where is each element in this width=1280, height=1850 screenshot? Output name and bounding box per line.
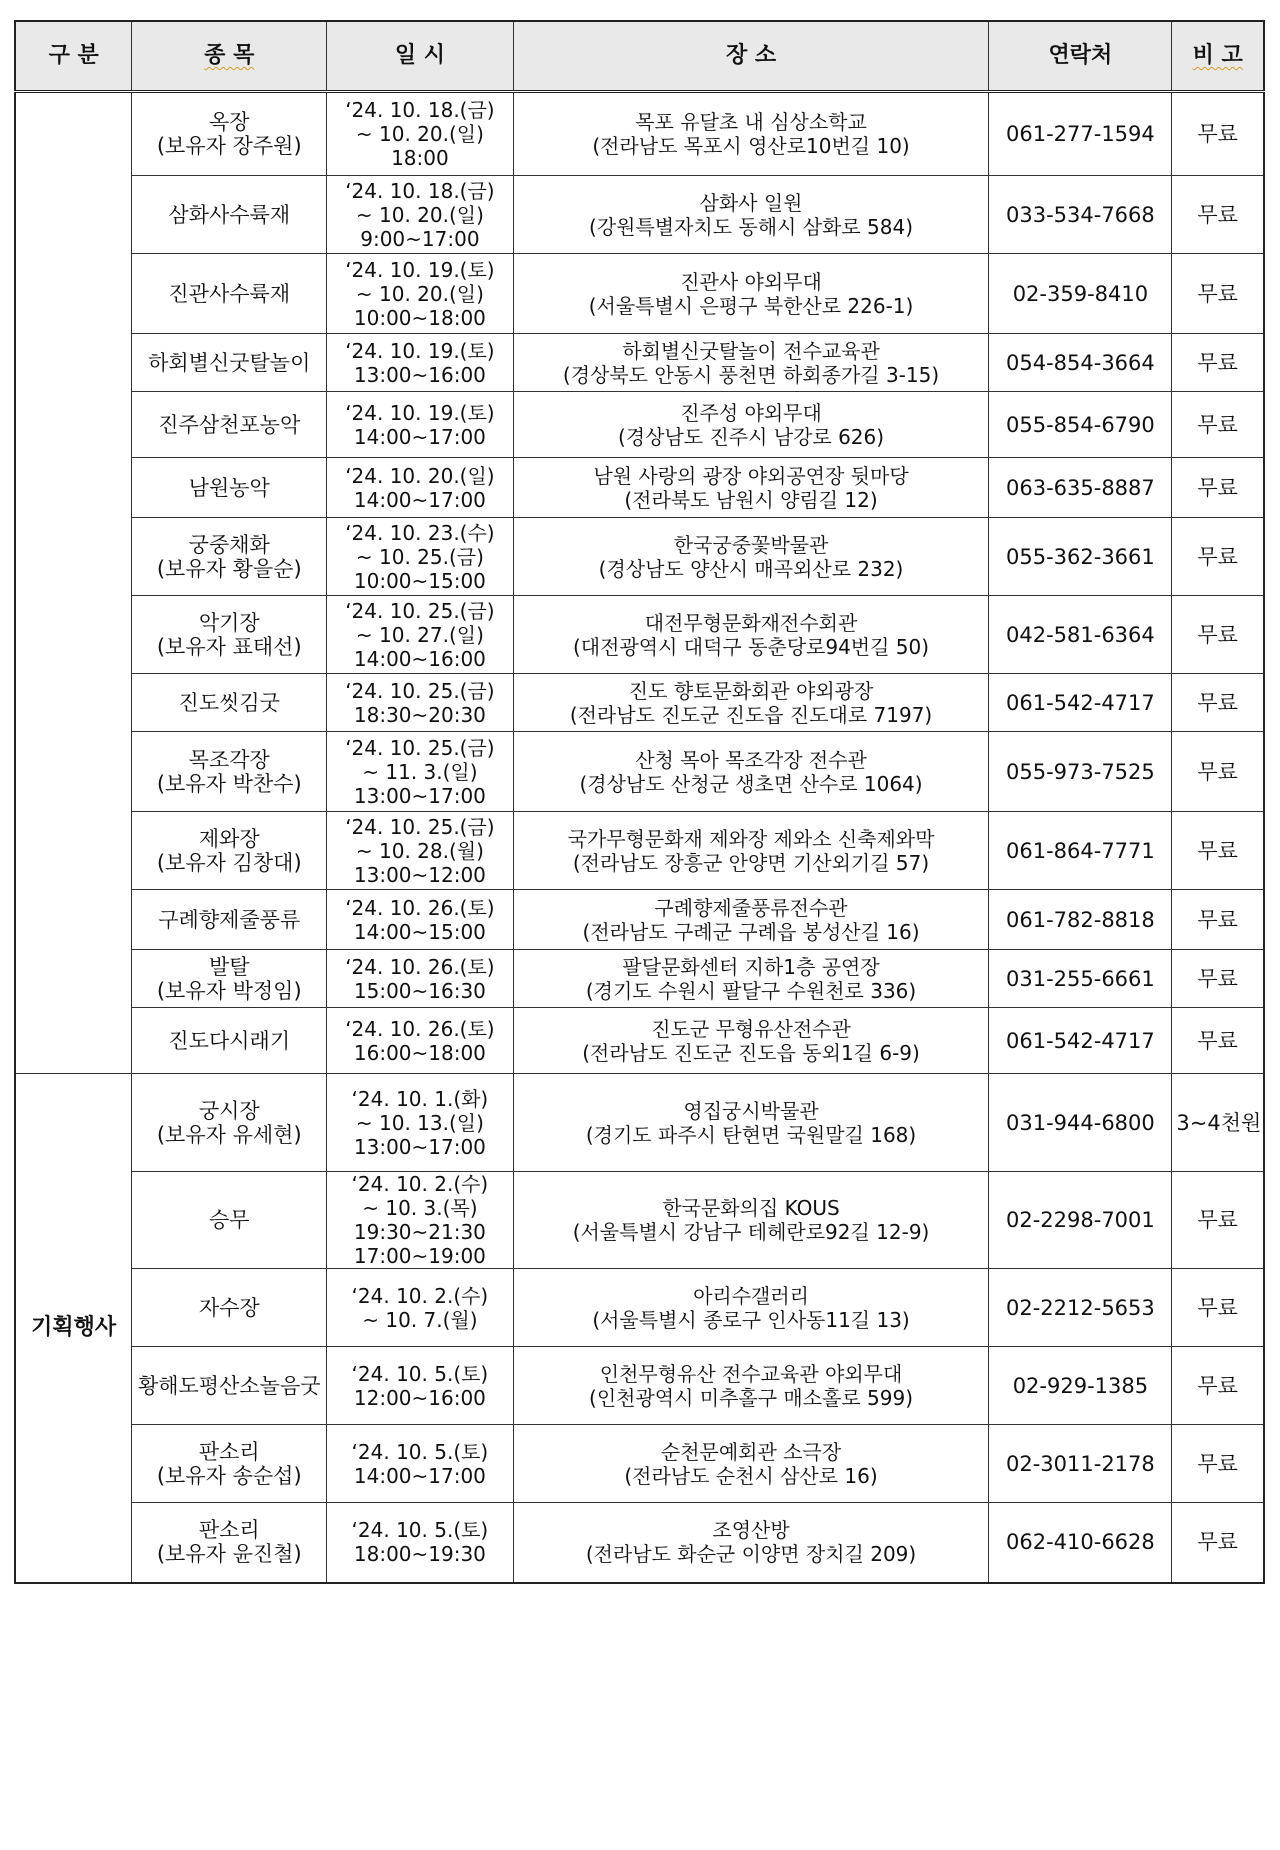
event-cell-line: (보유자 장주원) xyxy=(156,134,302,158)
event-cell-line: 목조각장 xyxy=(188,747,270,772)
datetime-cell-line: 10:00~18:00 xyxy=(353,305,486,330)
venue-cell xyxy=(513,1425,989,1503)
venue-cell xyxy=(513,596,989,674)
event-cell-line: 진도씻김굿 xyxy=(178,690,280,715)
event-cell-line: 자수장 xyxy=(198,1295,260,1320)
contact-cell: 031-255-6661 xyxy=(989,950,1172,1008)
event-cell-line: (보유자 유세현) xyxy=(156,1122,302,1147)
event-cell xyxy=(132,254,327,334)
table-row xyxy=(15,732,1264,812)
venue-cell-line: 진관사 야외무대 xyxy=(680,269,822,294)
note-cell: 무료 xyxy=(1172,92,1264,176)
event-cell xyxy=(132,812,327,890)
datetime-cell xyxy=(327,1008,514,1074)
datetime-cell-line: 19:30~21:30 xyxy=(353,1220,486,1244)
header-datetime: 일 시 xyxy=(327,21,514,92)
event-cell-line: 옥장 xyxy=(208,110,250,134)
datetime-cell xyxy=(327,392,514,458)
event-cell-line: 승무 xyxy=(208,1208,250,1232)
venue-cell xyxy=(513,950,989,1008)
venue-cell-line: (서울특별시 은평구 북한산로 226-1) xyxy=(588,293,914,318)
note-cell: 무료 xyxy=(1172,890,1264,950)
event-cell xyxy=(132,674,327,732)
venue-cell xyxy=(513,458,989,518)
header-event xyxy=(132,21,327,92)
contact-cell: 02-2212-5653 xyxy=(989,1269,1172,1347)
datetime-cell-line: ‘24. 10. 19.(토) xyxy=(345,257,495,282)
datetime-cell-line: ‘24. 10. 26.(토) xyxy=(345,1016,495,1041)
header-contact: 연락처 xyxy=(989,21,1172,92)
event-cell xyxy=(132,1425,327,1503)
table-row xyxy=(15,458,1264,518)
table-row xyxy=(15,1503,1264,1583)
datetime-cell-line: 13:00~12:00 xyxy=(353,862,486,887)
venue-cell-line: 삼화사 일원 xyxy=(699,190,803,215)
datetime-cell xyxy=(327,1347,514,1425)
event-cell xyxy=(132,890,327,950)
header-row xyxy=(15,21,1264,92)
event-cell-line: 진도다시래기 xyxy=(168,1028,291,1053)
datetime-cell-line: 18:00 xyxy=(391,146,449,170)
event-cell xyxy=(132,458,327,518)
datetime-cell-line: ~ 10. 27.(일) xyxy=(355,622,484,647)
note-cell: 무료 xyxy=(1172,596,1264,674)
venue-cell xyxy=(513,890,989,950)
venue-cell xyxy=(513,334,989,392)
note-cell: 무료 xyxy=(1172,950,1264,1008)
event-cell xyxy=(132,950,327,1008)
contact-cell: 02-3011-2178 xyxy=(989,1425,1172,1503)
contact-cell: 055-973-7525 xyxy=(989,732,1172,812)
datetime-cell-line: 16:00~18:00 xyxy=(353,1040,486,1065)
venue-cell xyxy=(513,674,989,732)
venue-cell xyxy=(513,254,989,334)
venue-cell-line: 아리수갤러리 xyxy=(693,1283,809,1308)
event-cell-line: 제와장 xyxy=(198,826,260,851)
note-cell: 무료 xyxy=(1172,1269,1264,1347)
datetime-cell xyxy=(327,732,514,812)
venue-cell-line: (전라북도 남원시 양림길 12) xyxy=(624,487,878,512)
venue-cell-line: (전라남도 구례군 구례읍 봉성산길 16) xyxy=(582,919,920,944)
event-cell-line: (보유자 박정임) xyxy=(156,978,302,1003)
table-row xyxy=(15,392,1264,458)
venue-cell-line: (전라남도 순천시 삼산로 16) xyxy=(624,1463,878,1488)
event-cell-line: 진관사수륙재 xyxy=(168,281,291,306)
datetime-cell xyxy=(327,812,514,890)
datetime-cell-line: ~ 10. 20.(일) xyxy=(355,281,484,306)
datetime-cell-line: 18:30~20:30 xyxy=(353,702,486,727)
contact-cell: 02-929-1385 xyxy=(989,1347,1172,1425)
datetime-cell-line: ~ 10. 20.(일) xyxy=(355,202,484,227)
event-cell-line: 남원농악 xyxy=(188,475,270,500)
event-cell-line: (보유자 박찬수) xyxy=(156,771,302,796)
contact-cell: 031-944-6800 xyxy=(989,1074,1172,1172)
event-cell-line: 발탈 xyxy=(208,954,250,979)
datetime-cell-line: 14:00~17:00 xyxy=(353,487,486,512)
venue-cell xyxy=(513,176,989,254)
datetime-cell-line: ‘24. 10. 26.(토) xyxy=(345,895,495,920)
venue-cell-line: 하회별신굿탈놀이 전수교육관 xyxy=(622,338,880,363)
event-cell-line: 궁중채화 xyxy=(188,532,270,557)
note-cell: 3~4천원 xyxy=(1172,1074,1264,1172)
datetime-cell-line: 14:00~15:00 xyxy=(353,919,486,944)
datetime-cell-line: ‘24. 10. 18.(금) xyxy=(345,98,495,122)
event-cell xyxy=(132,1503,327,1583)
venue-cell-line: (경기도 파주시 탄현면 국원말길 168) xyxy=(585,1122,917,1147)
venue-cell xyxy=(513,392,989,458)
table-row xyxy=(15,334,1264,392)
event-cell xyxy=(132,1008,327,1074)
note-cell: 무료 xyxy=(1172,1008,1264,1074)
contact-cell: 054-854-3664 xyxy=(989,334,1172,392)
venue-cell xyxy=(513,732,989,812)
venue-cell xyxy=(513,1347,989,1425)
datetime-cell xyxy=(327,890,514,950)
event-cell-line: 구례향제줄풍류 xyxy=(158,907,301,932)
header-note xyxy=(1172,21,1264,92)
venue-cell-line: 국가무형문화재 제와장 제와소 신축제와막 xyxy=(567,826,935,851)
contact-cell: 055-362-3661 xyxy=(989,518,1172,596)
datetime-cell-line: 14:00~16:00 xyxy=(353,646,486,671)
datetime-cell-line: 15:00~16:30 xyxy=(353,978,486,1003)
datetime-cell xyxy=(327,1503,514,1583)
venue-cell-line: (강원특별자치도 동해시 삼화로 584) xyxy=(589,214,914,239)
venue-cell-line: (경상남도 양산시 매곡외산로 232) xyxy=(598,556,904,581)
venue-cell-line: 한국궁중꽃박물관 xyxy=(673,532,829,557)
event-cell-line: (보유자 김창대) xyxy=(156,850,302,875)
venue-cell-line: (대전광역시 대덕구 동춘당로94번길 50) xyxy=(573,634,930,659)
datetime-cell-line: ‘24. 10. 23.(수) xyxy=(345,520,495,545)
datetime-cell-line: ‘24. 10. 19.(토) xyxy=(345,400,495,425)
venue-cell-line: (인천광역시 미추홀구 매소홀로 599) xyxy=(589,1385,914,1410)
venue-cell-line: 한국문화의집 KOUS xyxy=(662,1196,840,1220)
header-event-label: 종 목 xyxy=(204,43,255,68)
venue-cell-line: (경상남도 진주시 남강로 626) xyxy=(618,424,885,449)
datetime-cell xyxy=(327,518,514,596)
datetime-cell-line: ~ 10. 13.(일) xyxy=(355,1110,484,1135)
datetime-cell-line: ~ 10. 7.(월) xyxy=(362,1307,478,1332)
datetime-cell-line: ‘24. 10. 26.(토) xyxy=(345,954,495,979)
contact-cell: 042-581-6364 xyxy=(989,596,1172,674)
venue-cell-line: (경기도 수원시 팔달구 수원천로 336) xyxy=(585,978,917,1003)
venue-cell xyxy=(513,518,989,596)
datetime-cell-line: ~ 10. 20.(일) xyxy=(355,122,484,146)
table-row xyxy=(15,92,1264,176)
table-row xyxy=(15,596,1264,674)
venue-cell xyxy=(513,812,989,890)
event-cell-line: 황해도평산소놀음굿 xyxy=(137,1373,321,1398)
category-cell xyxy=(15,92,132,1074)
note-cell: 무료 xyxy=(1172,458,1264,518)
venue-cell-line: 진도 향토문화회관 야외광장 xyxy=(628,678,874,703)
table-row xyxy=(15,1347,1264,1425)
table-row xyxy=(15,812,1264,890)
datetime-cell-line: 17:00~19:00 xyxy=(353,1244,486,1268)
venue-cell-line: (전라남도 장흥군 안양면 기산외기길 57) xyxy=(572,850,930,875)
table-row xyxy=(15,518,1264,596)
datetime-cell xyxy=(327,92,514,176)
contact-cell: 033-534-7668 xyxy=(989,176,1172,254)
contact-cell: 02-359-8410 xyxy=(989,254,1172,334)
venue-cell-line: 진주성 야외무대 xyxy=(680,400,822,425)
note-cell: 무료 xyxy=(1172,1172,1264,1269)
venue-cell-line: (전라남도 진도군 진도읍 동외1길 6-9) xyxy=(582,1040,920,1065)
venue-cell xyxy=(513,1269,989,1347)
datetime-cell-line: ‘24. 10. 20.(일) xyxy=(345,463,495,488)
note-cell: 무료 xyxy=(1172,334,1264,392)
datetime-cell xyxy=(327,1172,514,1269)
note-cell: 무료 xyxy=(1172,812,1264,890)
datetime-cell-line: ‘24. 10. 1.(화) xyxy=(351,1086,489,1111)
datetime-cell xyxy=(327,674,514,732)
venue-cell-line: 조영산방 xyxy=(712,1518,790,1543)
datetime-cell-line: 13:00~16:00 xyxy=(353,362,486,387)
venue-cell xyxy=(513,1503,989,1583)
datetime-cell xyxy=(327,1425,514,1503)
note-cell: 무료 xyxy=(1172,176,1264,254)
event-cell-line: (보유자 윤진철) xyxy=(156,1542,302,1567)
datetime-cell xyxy=(327,950,514,1008)
datetime-cell xyxy=(327,254,514,334)
note-cell: 무료 xyxy=(1172,1503,1264,1583)
datetime-cell xyxy=(327,176,514,254)
table-row xyxy=(15,1269,1264,1347)
note-cell: 무료 xyxy=(1172,732,1264,812)
event-cell xyxy=(132,732,327,812)
datetime-cell xyxy=(327,1269,514,1347)
datetime-cell-line: 14:00~17:00 xyxy=(353,1463,486,1488)
event-cell-line: (보유자 황을순) xyxy=(156,556,302,581)
event-cell xyxy=(132,92,327,176)
venue-cell-line: (경상남도 산청군 생초면 산수로 1064) xyxy=(579,771,923,796)
datetime-cell-line: ‘24. 10. 2.(수) xyxy=(351,1172,489,1196)
venue-cell-line: (경상북도 안동시 풍천면 하회종가길 3-15) xyxy=(562,362,940,387)
venue-cell-line: 대전무형문화재전수회관 xyxy=(644,610,858,635)
note-cell: 무료 xyxy=(1172,1347,1264,1425)
contact-cell: 055-854-6790 xyxy=(989,392,1172,458)
venue-cell-line: 팔달문화센터 지하1층 공연장 xyxy=(622,954,880,979)
event-cell xyxy=(132,176,327,254)
datetime-cell-line: ‘24. 10. 25.(금) xyxy=(345,598,495,623)
note-cell: 무료 xyxy=(1172,518,1264,596)
table-row xyxy=(15,890,1264,950)
note-cell: 무료 xyxy=(1172,1425,1264,1503)
datetime-cell-line: 14:00~17:00 xyxy=(353,424,486,449)
venue-cell xyxy=(513,1172,989,1269)
event-cell xyxy=(132,518,327,596)
datetime-cell-line: ~ 11. 3.(일) xyxy=(362,759,478,784)
contact-cell: 02-2298-7001 xyxy=(989,1172,1172,1269)
event-cell-line: 하회별신굿탈놀이 xyxy=(148,350,311,375)
contact-cell: 061-782-8818 xyxy=(989,890,1172,950)
datetime-cell-line: ‘24. 10. 5.(토) xyxy=(351,1361,489,1386)
event-cell xyxy=(132,1074,327,1172)
table-row xyxy=(15,254,1264,334)
event-cell-line: 궁시장 xyxy=(198,1098,260,1123)
venue-cell-line: 진도군 무형유산전수관 xyxy=(651,1016,851,1041)
contact-cell: 061-542-4717 xyxy=(989,1008,1172,1074)
venue-cell-line: 구례향제줄풍류전수관 xyxy=(654,895,848,920)
contact-cell: 062-410-6628 xyxy=(989,1503,1172,1583)
note-cell: 무료 xyxy=(1172,254,1264,334)
event-cell xyxy=(132,1269,327,1347)
event-cell-line: (보유자 표태선) xyxy=(156,634,302,659)
event-cell xyxy=(132,334,327,392)
event-cell-line: 악기장 xyxy=(198,610,260,635)
contact-cell: 061-864-7771 xyxy=(989,812,1172,890)
datetime-cell-line: ~ 10. 28.(월) xyxy=(355,838,484,863)
event-cell xyxy=(132,596,327,674)
header-category: 구 분 xyxy=(15,21,132,92)
datetime-cell xyxy=(327,1074,514,1172)
venue-cell-line: (서울특별시 강남구 테헤란로92길 12-9) xyxy=(572,1220,930,1244)
datetime-cell-line: 13:00~17:00 xyxy=(353,1134,486,1159)
datetime-cell-line: ‘24. 10. 19.(토) xyxy=(345,338,495,363)
header-venue: 장 소 xyxy=(513,21,989,92)
event-cell xyxy=(132,1347,327,1425)
datetime-cell-line: ‘24. 10. 18.(금) xyxy=(345,178,495,203)
venue-cell-line: 순천문예회관 소극장 xyxy=(660,1439,842,1464)
venue-cell-line: 목포 유달초 내 심상소학교 xyxy=(635,110,867,134)
table-row xyxy=(15,176,1264,254)
datetime-cell-line: 10:00~15:00 xyxy=(353,568,486,593)
header-note-label: 비 고 xyxy=(1192,43,1243,68)
event-cell xyxy=(132,392,327,458)
datetime-cell-line: 9:00~17:00 xyxy=(360,226,480,251)
note-cell: 무료 xyxy=(1172,674,1264,732)
table-body xyxy=(15,92,1264,1583)
table-row xyxy=(15,1172,1264,1269)
venue-cell-line: 남원 사랑의 광장 야외공연장 뒷마당 xyxy=(593,463,909,488)
event-cell-line: 판소리 xyxy=(198,1518,260,1543)
table-row xyxy=(15,674,1264,732)
datetime-cell-line: 12:00~16:00 xyxy=(353,1385,486,1410)
venue-cell-line: 산청 목아 목조각장 전수관 xyxy=(635,747,867,772)
datetime-cell xyxy=(327,596,514,674)
datetime-cell-line: ‘24. 10. 2.(수) xyxy=(351,1283,489,1308)
datetime-cell-line: ‘24. 10. 5.(토) xyxy=(351,1439,489,1464)
events-table xyxy=(14,20,1265,1584)
datetime-cell-line: ‘24. 10. 5.(토) xyxy=(351,1518,489,1543)
datetime-cell-line: ‘24. 10. 25.(금) xyxy=(345,678,495,703)
venue-cell xyxy=(513,1008,989,1074)
event-cell-line: (보유자 송순섭) xyxy=(156,1463,302,1488)
table-header xyxy=(15,21,1264,92)
note-cell: 무료 xyxy=(1172,392,1264,458)
datetime-cell xyxy=(327,458,514,518)
contact-cell: 063-635-8887 xyxy=(989,458,1172,518)
category-cell: 기획행사 xyxy=(15,1074,132,1583)
venue-cell-line: (전라남도 화순군 이양면 장치길 209) xyxy=(585,1542,917,1567)
table-row xyxy=(15,1425,1264,1503)
venue-cell-line: (전라남도 진도군 진도읍 진도대로 7197) xyxy=(569,702,933,727)
event-cell-line: 진주삼천포농악 xyxy=(158,412,301,437)
venue-cell-line: (전라남도 목포시 영산로10번길 10) xyxy=(592,134,910,158)
event-cell-line: 판소리 xyxy=(198,1439,260,1464)
venue-cell-line: 영집궁시박물관 xyxy=(683,1098,819,1123)
datetime-cell-line: ‘24. 10. 25.(금) xyxy=(345,735,495,760)
contact-cell: 061-542-4717 xyxy=(989,674,1172,732)
datetime-cell xyxy=(327,334,514,392)
venue-cell xyxy=(513,1074,989,1172)
venue-cell xyxy=(513,92,989,176)
table-row xyxy=(15,1074,1264,1172)
contact-cell: 061-277-1594 xyxy=(989,92,1172,176)
datetime-cell-line: ‘24. 10. 25.(금) xyxy=(345,814,495,839)
datetime-cell-line: ~ 10. 25.(금) xyxy=(355,544,484,569)
venue-cell-line: 인천무형유산 전수교육관 야외무대 xyxy=(599,1361,903,1386)
event-cell-line: 삼화사수륙재 xyxy=(168,202,291,227)
event-cell xyxy=(132,1172,327,1269)
table-row xyxy=(15,1008,1264,1074)
venue-cell-line: (서울특별시 종로구 인사동11길 13) xyxy=(592,1307,910,1332)
datetime-cell-line: ~ 10. 3.(목) xyxy=(362,1196,478,1220)
datetime-cell-line: 18:00~19:30 xyxy=(353,1542,486,1567)
table-row xyxy=(15,950,1264,1008)
datetime-cell-line: 13:00~17:00 xyxy=(353,783,486,808)
